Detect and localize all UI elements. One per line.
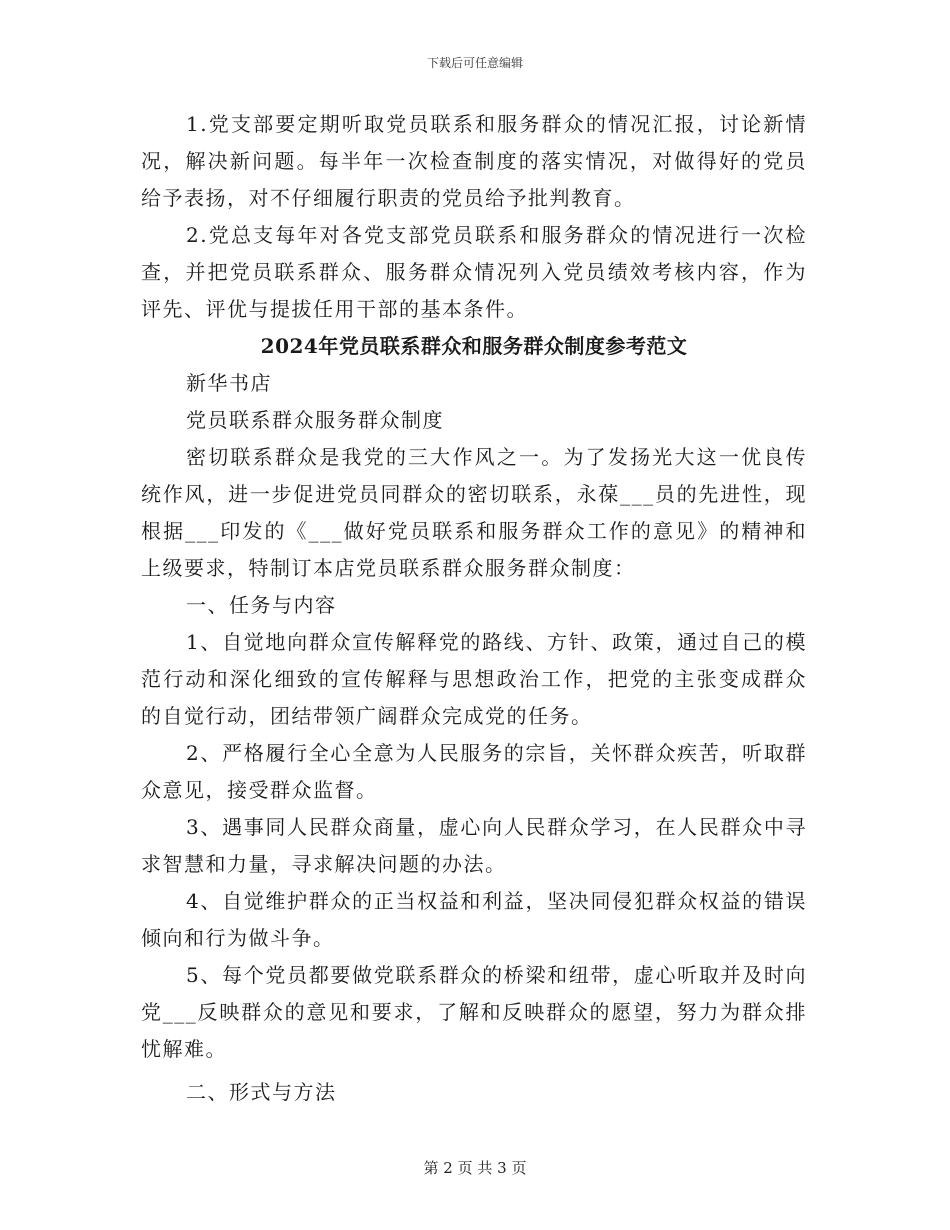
page-number: 第 2 页 共 3 页 [423, 1159, 527, 1177]
organization-name: 新华书店 [186, 371, 272, 395]
document-title: 2024年党员联系群众和服务群众制度参考范文 [260, 334, 688, 358]
section-1-heading: 一、任务与内容 [186, 593, 337, 617]
section-1-item-4: 4、自觉维护群众的正当权益和利益，坚决同侵犯群众权益的错误倾向和行为做斗争。 [141, 889, 807, 950]
section-1-item-2: 2、严格履行全心全意为人民服务的宗旨，关怀群众疾苦，听取群众意见，接受群众监督。 [141, 741, 807, 802]
paragraph-1: 1.党支部要定期听取党员联系和服务群众的情况汇报，讨论新情况，解决新问题。每半年一次检查制度的落实情况，对做得好的党员给予表扬，对不仔细履行职责的党员给予批判教育。 [141, 112, 807, 210]
section-2-heading: 二、形式与方法 [186, 1080, 337, 1104]
paragraph-2: 2.党总支每年对各党支部党员联系和服务群众的情况进行一次检查，并把党员联系群众、服务群众情况列入党员绩效考核内容，作为评先、评优与提拔任用干部的基本条件。 [141, 223, 807, 321]
document-subtitle: 党员联系群众服务群众制度 [186, 408, 444, 432]
section-1-item-1: 1、自觉地向群众宣传解释党的路线、方针、政策，通过自己的模范行动和深化细致的宣传解释与思想政治工作，把党的主张变成群众的自觉行动，团结带领广阔群众完成党的任务。 [141, 630, 807, 728]
section-1-item-5: 5、每个党员都要做党联系群众的桥梁和纽带，虚心听取并及时向党___反映群众的意见和要求，了解和反映群众的愿望，努力为群众排忧解难。 [141, 963, 807, 1061]
section-1-item-3: 3、遇事同人民群众商量，虚心向人民群众学习，在人民群众中寻求智慧和力量，寻求解决问题的办法。 [141, 815, 807, 876]
intro-paragraph: 密切联系群众是我党的三大作风之一。为了发扬光大这一优良传统作风，进一步促进党员同群众的密切联系，永葆___员的先进性，现根据___印发的《___做好党员联系和服务群众工作的意见》的精神和上级要求，特制订本店党员联系群众服务群众制度： [141, 445, 807, 580]
document-body [141, 106, 807, 1111]
page-header-note: 下载后可任意编辑 [426, 56, 523, 70]
